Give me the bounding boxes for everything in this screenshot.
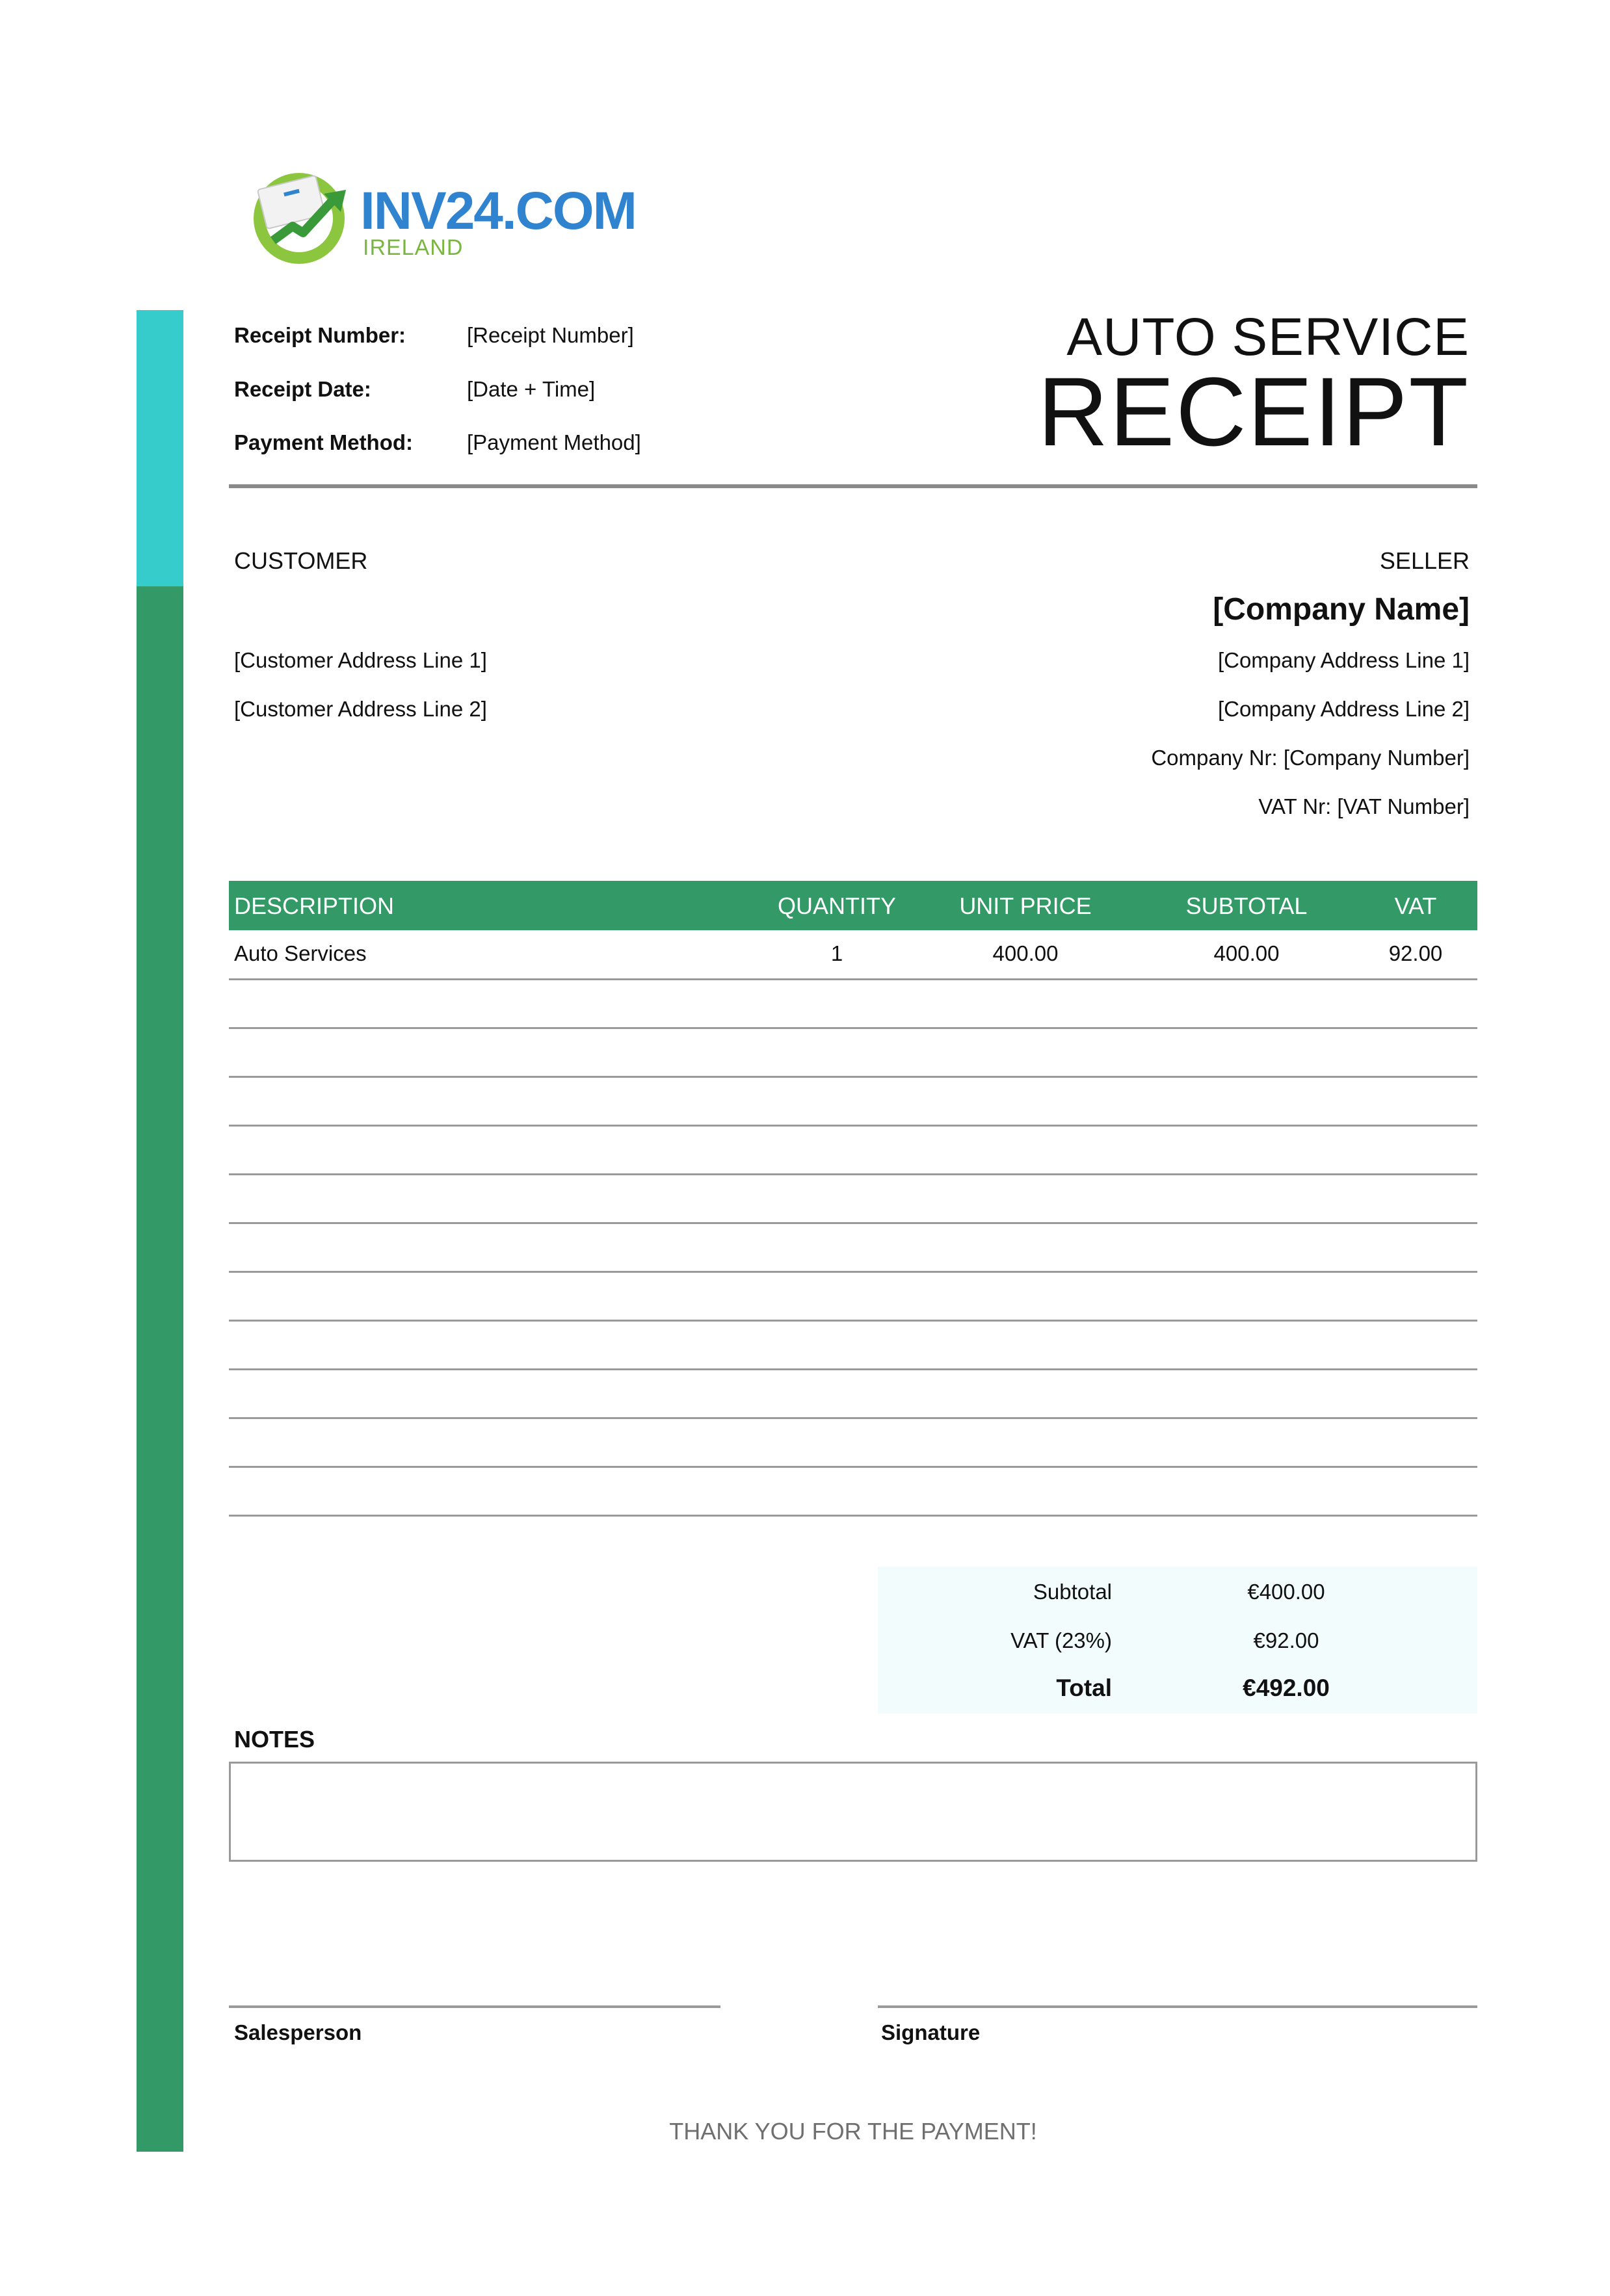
table-row-divider [229,1076,1477,1078]
logo-region-text: IRELAND [363,235,464,260]
table-row-divider [229,1027,1477,1029]
receipt-date-label: Receipt Date: [234,377,371,401]
thank-you-message: THANK YOU FOR THE PAYMENT! [669,2118,1037,2145]
table-row-divider [229,978,1477,980]
table-row-divider [229,1125,1477,1127]
salesperson-line [229,2005,720,2008]
logo-mark-icon [247,163,358,267]
receipt-number-value: [Receipt Number] [467,323,634,347]
seller-label: SELLER [1379,547,1470,574]
receipt-number-label: Receipt Number: [234,323,406,347]
table-row-divider [229,1222,1477,1224]
seller-address-line-2: [Company Address Line 2] [1217,697,1470,721]
table-row-description: Auto Services [234,941,367,965]
table-row-divider [229,1466,1477,1468]
receipt-date-value: [Date + Time] [467,377,596,401]
signature-label: Signature [881,2020,981,2044]
table-row-divider [229,1515,1477,1517]
company-logo [247,163,636,267]
seller-address-line-1: [Company Address Line 1] [1217,648,1470,672]
signature-line [878,2005,1477,2008]
notes-title: NOTES [234,1726,315,1753]
totals-box [878,1567,1477,1714]
seller-vat-number: VAT Nr: [VAT Number] [1258,794,1470,818]
document-subtitle: AUTO SERVICE [1066,307,1470,367]
customer-address-line-2: [Customer Address Line 2] [234,697,487,721]
accent-bar-bottom [137,586,183,2152]
table-row-divider [229,1417,1477,1419]
table-row-subtotal: 400.00 [1213,941,1280,965]
payment-method-value: [Payment Method] [467,430,641,454]
salesperson-label: Salesperson [234,2020,362,2044]
table-row-vat: 92.00 [1388,941,1443,965]
vat-label: VAT (23%) [1010,1628,1112,1652]
header-vat: VAT [1394,893,1437,919]
header-unit-price: UNIT PRICE [959,893,1092,919]
customer-address-line-1: [Customer Address Line 1] [234,648,487,672]
table-row-divider [229,1320,1477,1322]
items-table-header [229,881,1477,930]
vat-value: €92.00 [1253,1628,1319,1652]
seller-company-name: [Company Name] [1213,592,1470,627]
customer-label: CUSTOMER [234,547,368,574]
table-row-quantity: 1 [830,941,843,965]
accent-bar-top [137,310,183,586]
header-description: DESCRIPTION [234,893,395,919]
notes-box[interactable] [229,1762,1477,1862]
seller-company-number: Company Nr: [Company Number] [1151,746,1470,770]
table-row-unit-price: 400.00 [992,941,1059,965]
table-row-divider [229,1173,1477,1175]
subtotal-value: €400.00 [1247,1580,1325,1604]
subtotal-label: Subtotal [1033,1580,1112,1604]
header-subtotal: SUBTOTAL [1185,893,1308,919]
payment-method-label: Payment Method: [234,430,414,454]
header-divider [229,484,1477,488]
header-quantity: QUANTITY [777,893,896,919]
total-value: €492.00 [1243,1675,1330,1701]
table-row-divider [229,1368,1477,1370]
total-label: Total [1056,1675,1112,1701]
logo-brand-text: INV24.COM [360,181,636,241]
document-title: RECEIPT [1037,357,1470,466]
table-row-divider [229,1271,1477,1273]
